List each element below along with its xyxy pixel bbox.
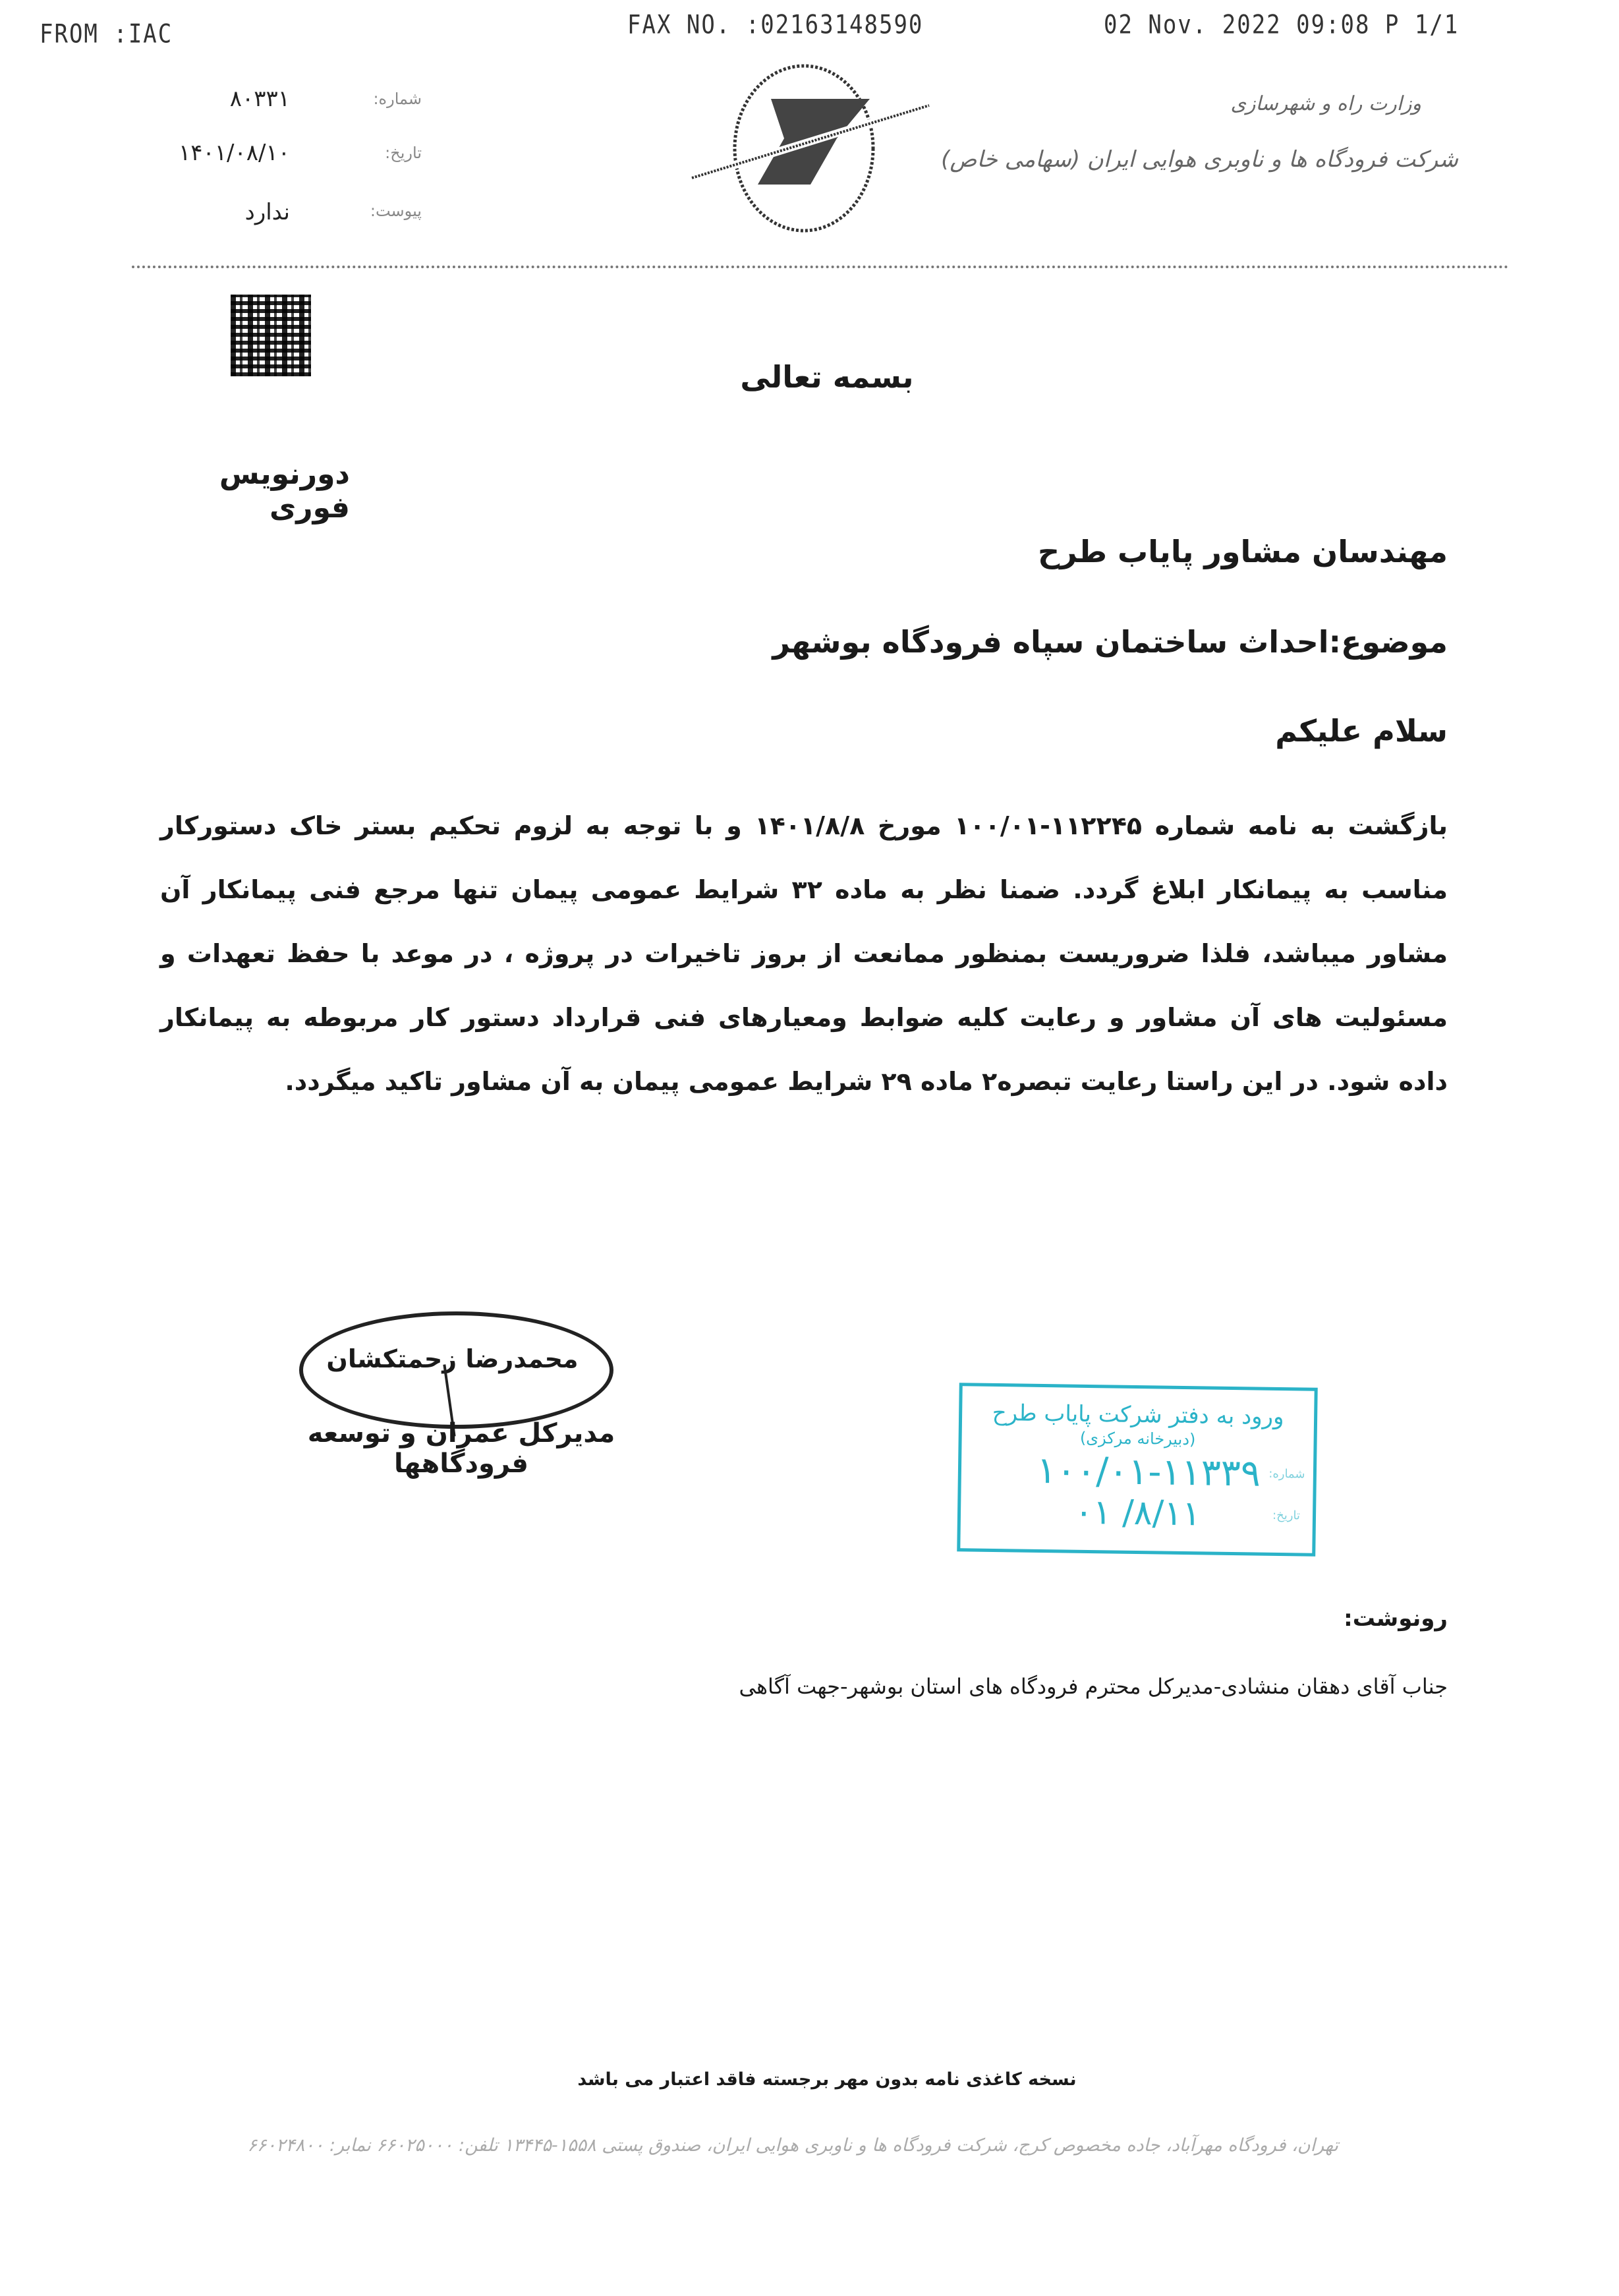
fax-number: FAX NO. :02163148590 <box>627 10 924 40</box>
footer-address: تهران، فرودگاه مهرآباد، جاده مخصوص کرج، شرکت فرودگاه ها و ناوبری هوایی ایران، صندوق پستی ۱۵۵۸-۱۳۴۴۵ تلفن: ۶۶۰۲۵۰۰۰ نمابر: ۶۶۰۲۴۸۰۰ <box>247 2135 1338 2156</box>
signatory-name: محمدرضا زحمتکشان <box>326 1344 579 1373</box>
cc-line: جناب آقای دهقان منشادی-مدیرکل محترم فرودگاه های استان بوشهر-جهت آگاهی <box>739 1674 1448 1699</box>
ministry-name: وزارت راه و شهرسازی <box>1230 92 1421 115</box>
greeting: سلام علیکم <box>1275 713 1448 749</box>
stamp-number: ۱۰۰/۰۱-۱۱۳۳۹ <box>1036 1449 1261 1495</box>
letter-number: ۸۰۳۳۱ <box>229 86 290 112</box>
stamp-line2: (دبیرخانه مرکزی) <box>1079 1428 1196 1449</box>
qr-code <box>231 295 311 376</box>
iac-logo <box>672 59 949 237</box>
receipt-stamp <box>957 1383 1318 1557</box>
letter-attachment: ندارد <box>244 199 290 225</box>
cc-heading: رونوشت: <box>1344 1605 1448 1632</box>
letter-body: بازگشت به نامه شماره ۱۱۲۲۴۵-۱۰۰/۰۱ مورخ ۱۴۰۱/۸/۸ و با توجه به لزوم تحکیم بستر خاک دستورکار مناسب به پیمانکار ابلاغ گردد. ضمنا نظر به ماده ۳۲ شرایط عمومی پیمان تنها مرجع فنی پیمانکار آن مشاور میباشد، فلذا ضروریست بمنظور ممانعت از بروز تاخیرات در پروژه ، در موعد با حفظ تعهدات و مسئولیت های آن مشاور و رعایت کلیه ضوابط ومعیارهای فنی قرارداد دستور کار مربوطه به پیمانکار داده شود. در این راستا رعایت تبصره۲ ماده ۲۹ شرایط عمومی پیمان به آن مشاور تاکید میگردد. <box>160 811 1448 1096</box>
fax-datetime: 02 Nov. 2022 09:08 P 1/1 <box>1104 10 1460 40</box>
company-name: شرکت فرودگاه ها و ناوبری هوایی ایران (سهامی خاص) <box>941 146 1458 173</box>
letter-attachment-label: پیوست: <box>370 202 422 220</box>
footer-note: نسخه کاغذی نامه بدون مهر برجسته فاقد اعتبار می باشد <box>577 2069 1077 2090</box>
recipient: مهندسان مشاور پایاب طرح <box>1037 534 1448 569</box>
stamp-number-label: شماره: <box>1268 1466 1305 1481</box>
subject: موضوع:احداث ساختمان سپاه فرودگاه بوشهر <box>772 624 1448 660</box>
fax-from: FROM :IAC <box>40 19 173 49</box>
letter-date-label: تاریخ: <box>385 144 422 162</box>
urgency-label: دورنویس فوری <box>219 457 350 525</box>
stamp-line1: ورود به دفتر شرکت پایاب طرح <box>992 1399 1284 1431</box>
header-divider <box>132 266 1509 268</box>
signatory-title: مدیرکل عمران و توسعه فرودگاهها <box>307 1418 615 1479</box>
stamp-date-label: تاریخ: <box>1272 1508 1301 1522</box>
letter-number-label: شماره: <box>373 90 422 108</box>
letter-date: ۱۴۰۱/۰۸/۱۰ <box>178 140 290 166</box>
invocation: بسمه تعالی <box>740 359 914 395</box>
stamp-date: ۸/۱۱/ ۰۱ <box>1074 1492 1201 1534</box>
